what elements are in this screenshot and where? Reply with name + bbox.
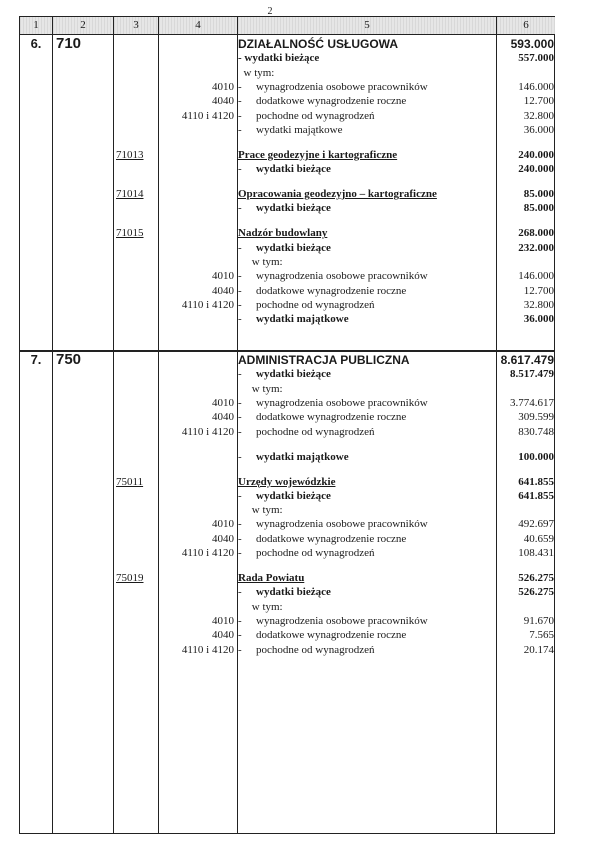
row-text: wydatki majątkowe bbox=[256, 450, 349, 463]
table-row bbox=[20, 532, 554, 546]
table-row bbox=[20, 255, 554, 269]
paragraph-code: 4010 bbox=[212, 396, 234, 409]
row-label bbox=[238, 269, 496, 283]
table-row bbox=[20, 187, 554, 201]
header-col-4: 4 bbox=[159, 17, 237, 34]
row-label bbox=[238, 80, 496, 94]
row-label bbox=[238, 410, 496, 424]
row-text: dodatkowe wynagrodzenie roczne bbox=[256, 95, 407, 108]
row-amount: 12.700 bbox=[523, 284, 554, 297]
paragraph-code: 4010 bbox=[212, 80, 234, 93]
dash-marker: - bbox=[238, 284, 242, 297]
table-row bbox=[20, 382, 554, 396]
row-label: w tym: bbox=[238, 66, 275, 79]
row-amount: 108.431 bbox=[518, 547, 554, 560]
row-label bbox=[238, 532, 496, 546]
row-label bbox=[238, 425, 496, 439]
dash-marker: - bbox=[238, 450, 242, 463]
dash-marker: - bbox=[238, 123, 242, 136]
header-col-2: 2 bbox=[53, 17, 113, 34]
row-amount: 492.697 bbox=[518, 518, 554, 531]
table-row bbox=[20, 546, 554, 560]
dash-marker: - bbox=[238, 411, 242, 424]
chapter-total: 641.855 bbox=[518, 475, 554, 488]
dash-marker: - bbox=[238, 163, 242, 176]
row-text: dodatkowe wynagrodzenie roczne bbox=[256, 284, 407, 297]
dash-marker: - bbox=[238, 547, 242, 560]
section-code: 750 bbox=[56, 351, 82, 368]
row-amount: 32.800 bbox=[523, 298, 554, 311]
row-label bbox=[238, 585, 496, 599]
page-number: 2 bbox=[267, 6, 273, 17]
row-text: wydatki bieżące bbox=[256, 489, 331, 502]
table-row bbox=[20, 298, 554, 312]
table-row bbox=[20, 410, 554, 424]
paragraph-code: 4010 bbox=[212, 270, 234, 283]
table-row bbox=[20, 367, 554, 381]
dash-marker: - bbox=[238, 643, 242, 656]
row-amount: 12.700 bbox=[523, 95, 554, 108]
table-row bbox=[20, 66, 554, 80]
paragraph-code: 4110 i 4120 bbox=[181, 425, 234, 438]
row-amount: 20.174 bbox=[523, 643, 554, 656]
row-text: wynagrodzenia osobowe pracowników bbox=[256, 396, 428, 409]
row-label: w tym: bbox=[238, 382, 283, 395]
paragraph-code: 4010 bbox=[212, 518, 234, 531]
dash-marker: - bbox=[238, 614, 242, 627]
chapter-total: 240.000 bbox=[518, 148, 554, 161]
row-text: pochodne od wynagrodzeń bbox=[256, 425, 375, 438]
chapter-code: 71015 bbox=[116, 227, 144, 240]
row-label bbox=[238, 450, 496, 464]
header-col-3: 3 bbox=[114, 17, 158, 34]
row-text: wydatki bieżące bbox=[256, 202, 331, 215]
table-row bbox=[20, 109, 554, 123]
row-amount: 309.599 bbox=[518, 411, 554, 424]
row-text: wydatki bieżące bbox=[256, 241, 331, 254]
table-row bbox=[20, 585, 554, 599]
table-row bbox=[20, 37, 554, 51]
row-amount: 85.000 bbox=[523, 202, 554, 215]
section-number: 7. bbox=[30, 352, 42, 367]
chapter-total: 526.275 bbox=[518, 572, 554, 585]
table-row bbox=[20, 614, 554, 628]
chapter-name: Urzędy wojewódzkie bbox=[238, 475, 336, 488]
chapter-code: 75019 bbox=[116, 572, 144, 585]
row-label bbox=[238, 643, 496, 657]
dash-marker: - bbox=[238, 532, 242, 545]
table-row bbox=[20, 643, 554, 657]
row-label bbox=[238, 614, 496, 628]
row-amount: 7.565 bbox=[529, 629, 554, 642]
row-amount: 32.800 bbox=[523, 109, 554, 122]
table-row bbox=[20, 162, 554, 176]
table-row bbox=[20, 226, 554, 240]
row-label: w tym: bbox=[238, 256, 283, 269]
row-amount: 526.275 bbox=[518, 586, 554, 599]
row-label bbox=[238, 628, 496, 642]
row-text: wynagrodzenia osobowe pracowników bbox=[256, 270, 428, 283]
dash-marker: - bbox=[238, 489, 242, 502]
dash-marker: - bbox=[238, 109, 242, 122]
row-amount: 146.000 bbox=[518, 270, 554, 283]
row-label bbox=[238, 123, 496, 137]
row-text: wynagrodzenia osobowe pracowników bbox=[256, 80, 428, 93]
chapter-code: 75011 bbox=[116, 475, 144, 488]
row-label bbox=[238, 546, 496, 560]
row-amount: 8.517.479 bbox=[510, 368, 554, 381]
header-col-5: 5 bbox=[238, 17, 496, 34]
row-label bbox=[238, 241, 496, 255]
header-col-6: 6 bbox=[497, 17, 555, 34]
table-row bbox=[20, 353, 554, 367]
dash-marker: - bbox=[238, 368, 242, 381]
table-row bbox=[20, 94, 554, 108]
section-code: 710 bbox=[56, 35, 82, 52]
header-divider bbox=[20, 34, 554, 35]
row-amount: 100.000 bbox=[518, 450, 554, 463]
paragraph-code: 4110 i 4120 bbox=[181, 109, 234, 122]
dash-marker: - bbox=[238, 586, 242, 599]
paragraph-code: 4040 bbox=[212, 284, 234, 297]
paragraph-code: 4110 i 4120 bbox=[181, 547, 234, 560]
chapter-total: 268.000 bbox=[518, 227, 554, 240]
table-row bbox=[20, 80, 554, 94]
row-label bbox=[238, 201, 496, 215]
chapter-name: Rada Powiatu bbox=[238, 572, 305, 585]
section-number: 6. bbox=[30, 36, 42, 51]
section-name: DZIAŁALNOŚĆ USŁUGOWA bbox=[238, 37, 398, 51]
table-row bbox=[20, 312, 554, 326]
chapter-code: 71014 bbox=[116, 188, 144, 201]
dash-marker: - bbox=[238, 298, 242, 311]
row-amount: 40.659 bbox=[523, 532, 554, 545]
row-label bbox=[238, 396, 496, 410]
dash-marker: - bbox=[238, 202, 242, 215]
row-amount: 146.000 bbox=[518, 80, 554, 93]
paragraph-code: 4110 i 4120 bbox=[181, 298, 234, 311]
table-row bbox=[20, 503, 554, 517]
row-text: pochodne od wynagrodzeń bbox=[256, 643, 375, 656]
row-label bbox=[238, 367, 496, 381]
chapter-name: Nadzór budowlany bbox=[238, 227, 328, 240]
table-row bbox=[20, 241, 554, 255]
row-label bbox=[238, 517, 496, 531]
row-label: w tym: bbox=[238, 600, 283, 613]
table-row bbox=[20, 148, 554, 162]
chapter-name: Prace geodezyjne i kartograficzne bbox=[238, 148, 398, 161]
dash-marker: - bbox=[238, 270, 242, 283]
row-amount: 232.000 bbox=[518, 241, 554, 254]
table-row bbox=[20, 201, 554, 215]
row-text: wynagrodzenia osobowe pracowników bbox=[256, 614, 428, 627]
row-label: - wydatki bieżące bbox=[238, 52, 320, 65]
dash-marker: - bbox=[238, 241, 242, 254]
section-divider bbox=[20, 350, 554, 352]
chapter-name: Opracowania geodezyjno – kartograficzne bbox=[238, 188, 437, 201]
row-text: dodatkowe wynagrodzenie roczne bbox=[256, 411, 407, 424]
table-row bbox=[20, 284, 554, 298]
table-row bbox=[20, 123, 554, 137]
section-name: ADMINISTRACJA PUBLICZNA bbox=[238, 353, 410, 367]
row-label bbox=[238, 109, 496, 123]
table-row bbox=[20, 396, 554, 410]
row-amount: 36.000 bbox=[523, 313, 554, 326]
dash-marker: - bbox=[238, 95, 242, 108]
row-amount: 830.748 bbox=[518, 425, 554, 438]
row-amount: 91.670 bbox=[523, 614, 554, 627]
row-text: wydatki bieżące bbox=[256, 368, 331, 381]
paragraph-code: 4040 bbox=[212, 629, 234, 642]
chapter-total: 85.000 bbox=[523, 188, 554, 201]
dash-marker: - bbox=[238, 518, 242, 531]
row-label bbox=[238, 489, 496, 503]
paragraph-code: 4040 bbox=[212, 95, 234, 108]
header-col-1: 1 bbox=[20, 17, 52, 34]
paragraph-code: 4040 bbox=[212, 532, 234, 545]
table-row bbox=[20, 51, 554, 65]
paragraph-code: 4040 bbox=[212, 411, 234, 424]
paragraph-code: 4110 i 4120 bbox=[181, 643, 234, 656]
dash-marker: - bbox=[238, 425, 242, 438]
table-row bbox=[20, 517, 554, 531]
row-amount: 641.855 bbox=[518, 489, 554, 502]
section-total: 8.617.479 bbox=[500, 353, 554, 367]
row-text: dodatkowe wynagrodzenie roczne bbox=[256, 629, 407, 642]
row-label bbox=[238, 284, 496, 298]
table-row bbox=[20, 269, 554, 283]
row-text: pochodne od wynagrodzeń bbox=[256, 109, 375, 122]
row-label bbox=[238, 298, 496, 312]
budget-table bbox=[19, 16, 555, 834]
row-label bbox=[238, 312, 496, 326]
row-text: pochodne od wynagrodzeń bbox=[256, 298, 375, 311]
row-label bbox=[238, 94, 496, 108]
dash-marker: - bbox=[238, 396, 242, 409]
table-row bbox=[20, 475, 554, 489]
row-text: wydatki majątkowe bbox=[256, 123, 343, 136]
row-text: wynagrodzenia osobowe pracowników bbox=[256, 518, 428, 531]
row-text: wydatki bieżące bbox=[256, 163, 331, 176]
row-amount: 3.774.617 bbox=[510, 396, 554, 409]
dash-marker: - bbox=[238, 313, 242, 326]
table-row bbox=[20, 571, 554, 585]
row-label: w tym: bbox=[238, 504, 283, 517]
paragraph-code: 4010 bbox=[212, 614, 234, 627]
row-amount: 240.000 bbox=[518, 163, 554, 176]
row-amount: 557.000 bbox=[518, 52, 554, 65]
table-row bbox=[20, 600, 554, 614]
row-text: wydatki bieżące bbox=[256, 586, 331, 599]
row-label bbox=[238, 162, 496, 176]
row-amount: 36.000 bbox=[523, 123, 554, 136]
row-text: pochodne od wynagrodzeń bbox=[256, 547, 375, 560]
row-text: dodatkowe wynagrodzenie roczne bbox=[256, 532, 407, 545]
section-total: 593.000 bbox=[510, 37, 554, 51]
table-row bbox=[20, 489, 554, 503]
table-row bbox=[20, 628, 554, 642]
row-text: wydatki majątkowe bbox=[256, 313, 349, 326]
table-row bbox=[20, 450, 554, 464]
table-row bbox=[20, 425, 554, 439]
dash-marker: - bbox=[238, 80, 242, 93]
dash-marker: - bbox=[238, 629, 242, 642]
chapter-code: 71013 bbox=[116, 148, 144, 161]
